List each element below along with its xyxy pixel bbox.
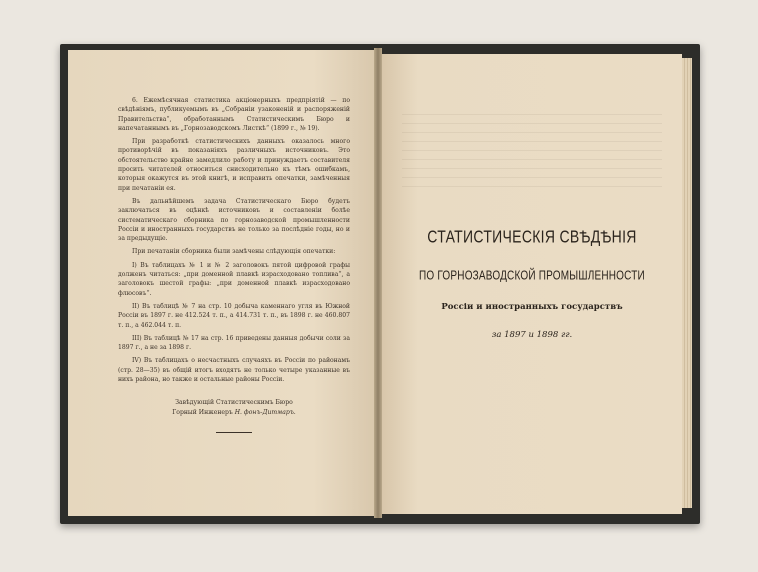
signature-line <box>118 408 350 418</box>
paragraph-errors-note: При разработкѣ статистическихъ данныхъ оказалось много противорѣчій въ показаніяхъ различныхъ источниковъ. Это обстоятельство крайне замедлило работу и принуждаетъ составителя просить читателей относиться снисходительно къ тѣмъ ошибкамъ, которыя окажутся въ этой книгѣ, и исправить опечатки, замѣченныя при печатаніи ея. <box>118 138 350 192</box>
paragraph-future-tasks: Въ дальнѣйшемъ задача Статистическаго Бюро будетъ заключаться въ оцѣнкѣ источниковъ и составленіи болѣе систематическаго сборника по горнозаводской промышленности Россіи и иностранныхъ государствъ не только за послѣдніе годы, но и за предыдущіе. <box>118 197 350 243</box>
right-page <box>382 54 682 514</box>
left-page <box>68 50 374 516</box>
left-page-text <box>118 96 350 433</box>
closing-rule <box>216 432 252 433</box>
book-gutter <box>374 48 382 518</box>
signature-position: Горный Инженеръ <box>172 409 233 417</box>
open-book <box>60 44 700 524</box>
scope-line: Россіи и иностранныхъ государствъ <box>441 302 623 312</box>
signature-title: Завѣдующій Статистическимъ Бюро <box>175 399 293 407</box>
years-line: за 1897 и 1898 гг. <box>491 330 573 340</box>
main-title: СТАТИСТИЧЕСКІЯ СВѢДѢНІЯ <box>427 226 637 246</box>
paragraph-item-6: 6. Ежемѣсячная статистика акціонерныхъ предпріятій — по свѣдѣніямъ, публикуемымъ въ „Собраніи узаконеній и распоряженій Правительства“, обработаннымъ Статистическимъ Бюро и напечатаннымъ въ „Горнозаводскомъ Листкѣ“ (1899 г., № 19). <box>118 97 350 132</box>
errata-item-1: I) Въ таблицахъ № 1 и № 2 заголовокъ пятой цифровой графы долженъ читаться: „при доменной плавкѣ израсходовано топлива“, а заголовокъ шестой графы: „при доменной плавкѣ израсходовано флюсовъ“. <box>118 261 350 297</box>
errata-item-2: II) Въ таблицѣ № 7 на стр. 10 добыча каменнаго угля въ Южной Россіи въ 1897 г. не 412.524 т. п., а 414.731 т. п., въ 1898 г. не 460.807 т. п., а 462.044 т. п. <box>118 302 350 329</box>
subtitle: ПО ГОРНОЗАВОДСКОЙ ПРОМЫШЛЕННОСТИ <box>419 269 645 284</box>
paragraph-errata-intro: При печатаніи сборника были замѣчены слѣдующія опечатки: <box>132 248 336 256</box>
signature-name: Н. фонъ-Дитмаръ. <box>234 409 296 417</box>
title-block <box>382 228 682 340</box>
errata-item-4: IV) Въ таблицахъ о несчастныхъ случаяхъ въ Россіи по районамъ (стр. 28—35) въ общій итогъ входятъ не только четыре указанные въ нихъ района, но также и остальные районы Россіи. <box>118 357 350 384</box>
errata-item-3: III) Въ таблицѣ № 17 на стр. 16 приведены данныя добычи соли за 1897 г., а не за 1898 г. <box>118 334 350 352</box>
bleed-through-texture <box>402 114 662 194</box>
page-stack-edge <box>682 58 692 508</box>
signature-block <box>118 398 350 418</box>
